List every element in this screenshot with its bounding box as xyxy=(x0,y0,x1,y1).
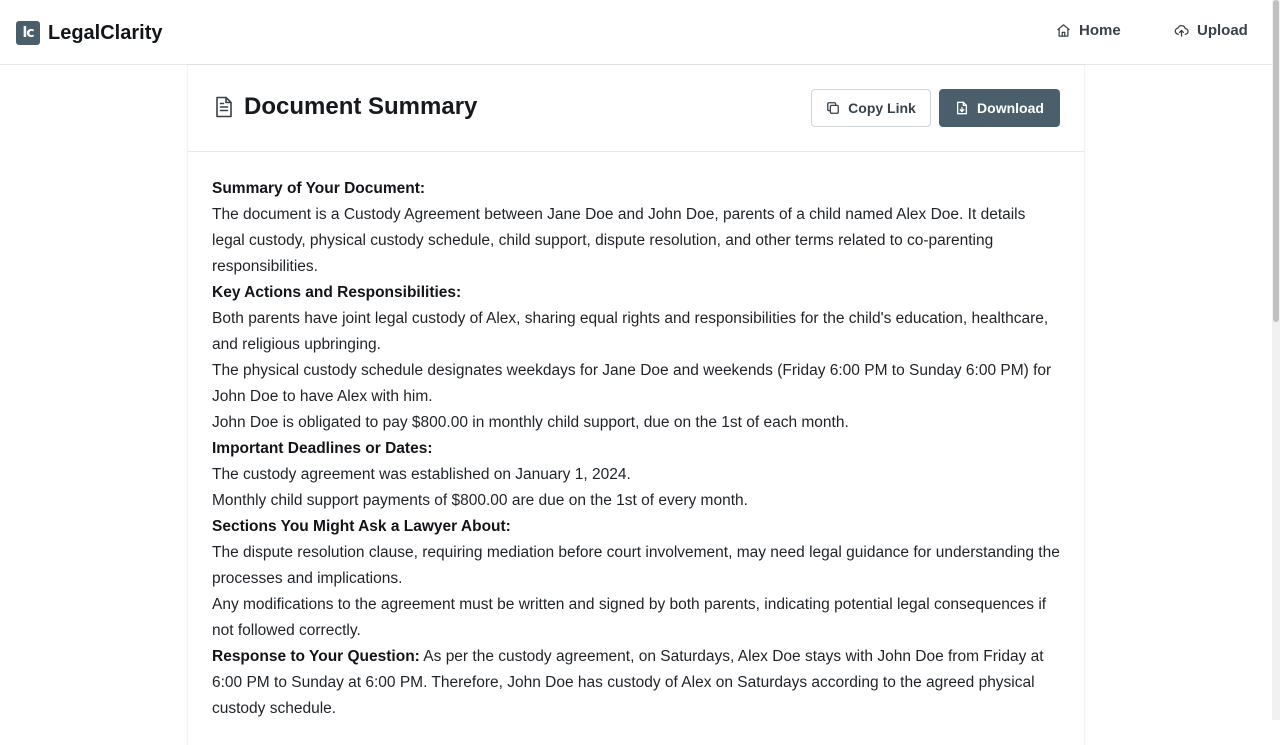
copy-link-label: Copy Link xyxy=(848,100,916,116)
download-label: Download xyxy=(977,100,1044,116)
home-icon xyxy=(1056,23,1071,38)
summary-card xyxy=(188,65,1084,745)
brand[interactable] xyxy=(16,21,162,45)
top-navbar xyxy=(0,0,1272,65)
file-download-icon xyxy=(955,101,969,115)
cloud-upload-icon xyxy=(1174,23,1189,38)
paragraph-response xyxy=(212,644,1062,722)
nav-upload-label: Upload xyxy=(1197,22,1248,39)
copy-link-button[interactable] xyxy=(811,89,931,127)
heading-lawyer-sections: Sections You Might Ask a Lawyer About: xyxy=(212,518,511,535)
heading-summary: Summary of Your Document: xyxy=(212,180,426,197)
paragraph-lawyer: The dispute resolution clause, requiring mediation before court involvement, may need legal guidance for understanding the processes and implications. xyxy=(212,544,1060,587)
paragraph-action: John Doe is obligated to pay $800.00 in monthly child support, due on the 1st of each month. xyxy=(212,414,849,431)
brand-name: LegalClarity xyxy=(48,21,163,44)
heading-response: Response to Your Question: xyxy=(212,648,420,665)
paragraph-action: The physical custody schedule designates weekdays for Jane Doe and weekends (Friday 6:00 PM to Sunday 6:00 PM) for John Doe to have Alex with him. xyxy=(212,362,1052,405)
response-text: As per the custody agreement, on Saturdays, Alex Doe stays with John Doe from Friday at 6:00 PM to Sunday at 6:00 PM. Therefore, John Doe has custody of Alex on Saturdays according to the agreed physical custody schedule. xyxy=(212,648,1044,717)
page-title: Document Summary xyxy=(244,93,478,120)
paragraph-date: The custody agreement was established on January 1, 2024. xyxy=(212,466,631,483)
summary-content xyxy=(212,176,1062,722)
copy-icon xyxy=(826,101,840,115)
paragraph-lawyer: Any modifications to the agreement must be written and signed by both parents, indicating potential legal consequences if not followed correctly. xyxy=(212,596,1047,639)
document-icon xyxy=(214,96,234,118)
paragraph-summary: The document is a Custody Agreement between Jane Doe and John Doe, parents of a child named Alex Doe. It details legal custody, physical custody schedule, child support, dispute resolution, and other terms related to co-parenting responsibilities. xyxy=(212,206,1026,275)
paragraph-action: Both parents have joint legal custody of Alex, sharing equal rights and responsibilities for the child's education, healthcare, and religious upbringing. xyxy=(212,310,1049,353)
nav-home-link[interactable] xyxy=(1056,22,1121,39)
nav-home-label: Home xyxy=(1079,22,1121,39)
paragraph-date: Monthly child support payments of $800.00 are due on the 1st of every month. xyxy=(212,492,748,509)
heading-key-actions: Key Actions and Responsibilities: xyxy=(212,284,462,301)
card-title-wrap xyxy=(214,93,477,121)
download-button[interactable] xyxy=(939,89,1060,127)
nav-upload-link[interactable] xyxy=(1174,22,1248,39)
scrollbar-thumb[interactable] xyxy=(1273,0,1279,322)
brand-logo: lc xyxy=(16,21,40,45)
card-header xyxy=(188,65,1084,152)
page-scrollbar[interactable] xyxy=(1272,0,1280,720)
heading-deadlines: Important Deadlines or Dates: xyxy=(212,440,433,457)
